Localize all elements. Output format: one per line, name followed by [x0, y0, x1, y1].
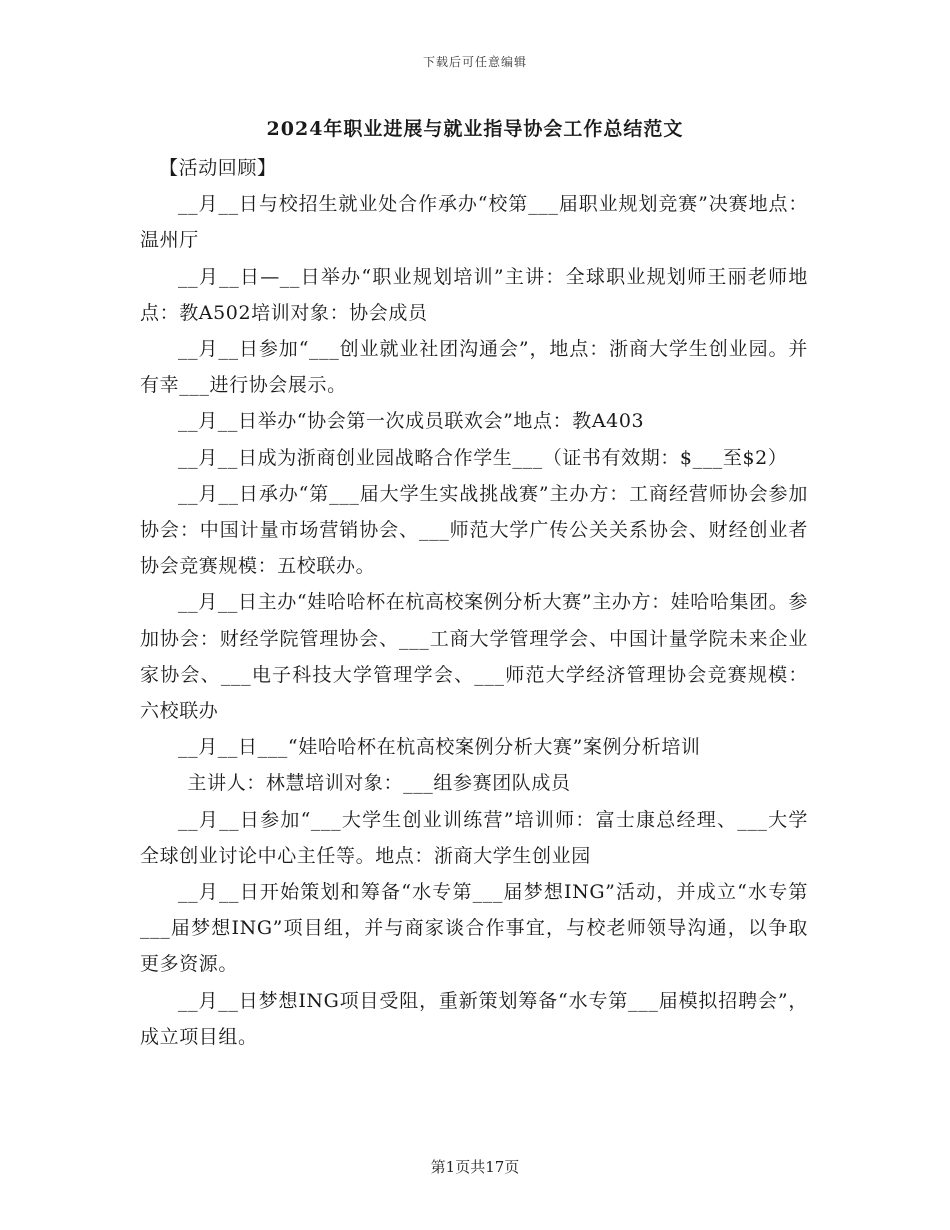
paragraph: __月__日成为浙商创业园战略合作学生___（证书有效期：$___至$2）	[178, 446, 788, 469]
document-title: 2024年职业进展与就业指导协会工作总结范文	[266, 118, 684, 140]
paragraph: __月__日主办“娃哈哈杯在杭高校案例分析大赛”主办方：娃哈哈集团。参加协会：财经学院管理协会、___工商大学管理学会、中国计量学院未来企业家协会、___电子科技大学管理学会、___师范大学经济管理协会竞赛规模：六校联办	[140, 591, 808, 723]
paragraph: 主讲人：林慧培训对象：___组参赛团队成员	[187, 772, 571, 795]
paragraph: __月__日—__日举办“职业规划培训”主讲：全球职业规划师王丽老师地点：教A502培训对象：协会成员	[140, 265, 808, 324]
paragraph: __月__日开始策划和筹备“水专第___届梦想ING”活动，并成立“水专第___届梦想ING”项目组，并与商家谈合作事宜，与校老师领导沟通，以争取更多资源。	[140, 881, 808, 976]
page-header-note: 下载后可任意编辑	[422, 55, 527, 69]
paragraph: __月__日梦想ING项目受阻，重新策划筹备“水专第___届模拟招聘会”，成立项目组。	[140, 989, 808, 1048]
paragraph: __月__日___“娃哈哈杯在杭高校案例分析大赛”案例分析培训	[178, 736, 701, 759]
section-heading: 【活动回顾】	[159, 157, 277, 179]
page-number: 第1页共17页	[430, 1158, 520, 1176]
paragraph: __月__日参加“___大学生创业训练营”培训师：富士康总经理、___大学全球创业讨论中心主任等。地点：浙商大学生创业园	[140, 808, 808, 867]
paragraph: __月__日与校招生就业处合作承办“校第___届职业规划竞赛”决赛地点：温州厅	[140, 193, 808, 252]
document-body	[140, 150, 808, 1055]
paragraph: __月__日举办“协会第一次成员联欢会”地点：教A403	[178, 410, 645, 433]
paragraph: __月__日承办“第___届大学生实战挑战赛”主办方：工商经营师协会参加协会：中国计量市场营销协会、___师范大学广传公关关系协会、财经创业者协会竞赛规模：五校联办。	[140, 482, 808, 578]
paragraph: __月__日参加“___创业就业社团沟通会”，地点：浙商大学生创业园。并有幸___进行协会展示。	[140, 338, 808, 397]
